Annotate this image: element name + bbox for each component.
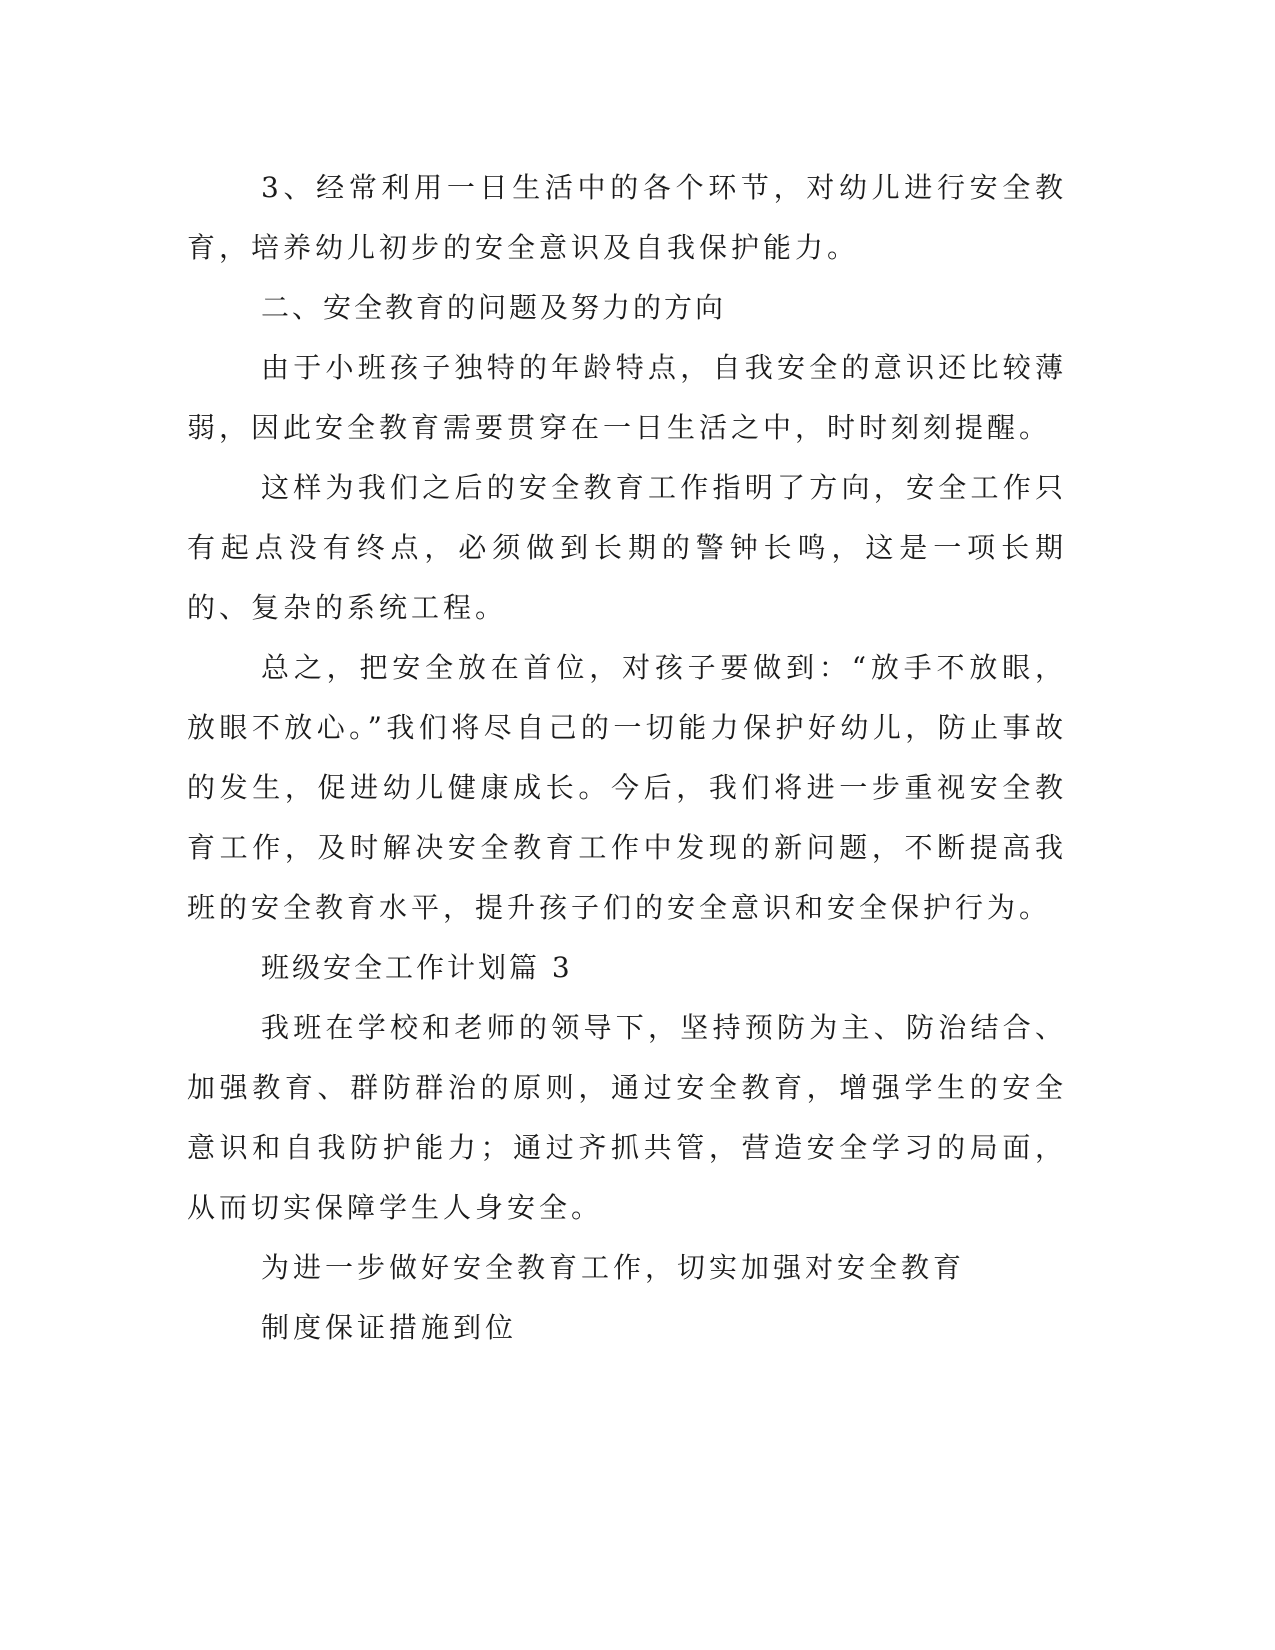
paragraph-class-principles: 我班在学校和老师的领导下，坚持预防为主、防治结合、加强教育、群防群治的原则，通过安全教育，增强学生的安全意识和自我防护能力；通过齐抓共管，营造安全学习的局面，从而切实保障学生人身安全。 <box>187 1011 1067 1224</box>
paragraph-further-work: 为进一步做好安全教育工作，切实加强对安全教育 <box>261 1251 966 1284</box>
paragraph-summary: 总之，把安全放在首位，对孩子要做到：“放手不放眼，放眼不放心。”我们将尽自己的一切能力保护好幼儿，防止事故的发生，促进幼儿健康成长。今后，我们将进一步重视安全教育工作，及时解决安全教育工作中发现的新问题，不断提高我班的安全教育水平，提升孩子们的安全意识和安全保护行为。 <box>187 651 1067 924</box>
section-heading-plan-3: 班级安全工作计划篇 3 <box>261 951 573 984</box>
paragraph-small-class-characteristics: 由于小班孩子独特的年龄特点，自我安全的意识还比较薄弱，因此安全教育需要贯穿在一日生活之中，时时刻刻提醒。 <box>187 351 1067 444</box>
paragraph-safety-education-daily: 3、经常利用一日生活中的各个环节，对幼儿进行安全教育，培养幼儿初步的安全意识及自我保护能力。 <box>187 171 1067 264</box>
paragraph-system-guarantee: 制度保证措施到位 <box>261 1311 518 1344</box>
section-heading-problems-direction: 二、安全教育的问题及努力的方向 <box>261 291 727 324</box>
paragraph-work-direction: 这样为我们之后的安全教育工作指明了方向，安全工作只有起点没有终点，必须做到长期的警钟长鸣，这是一项长期的、复杂的系统工程。 <box>187 471 1067 624</box>
document-body <box>187 158 1067 1358</box>
